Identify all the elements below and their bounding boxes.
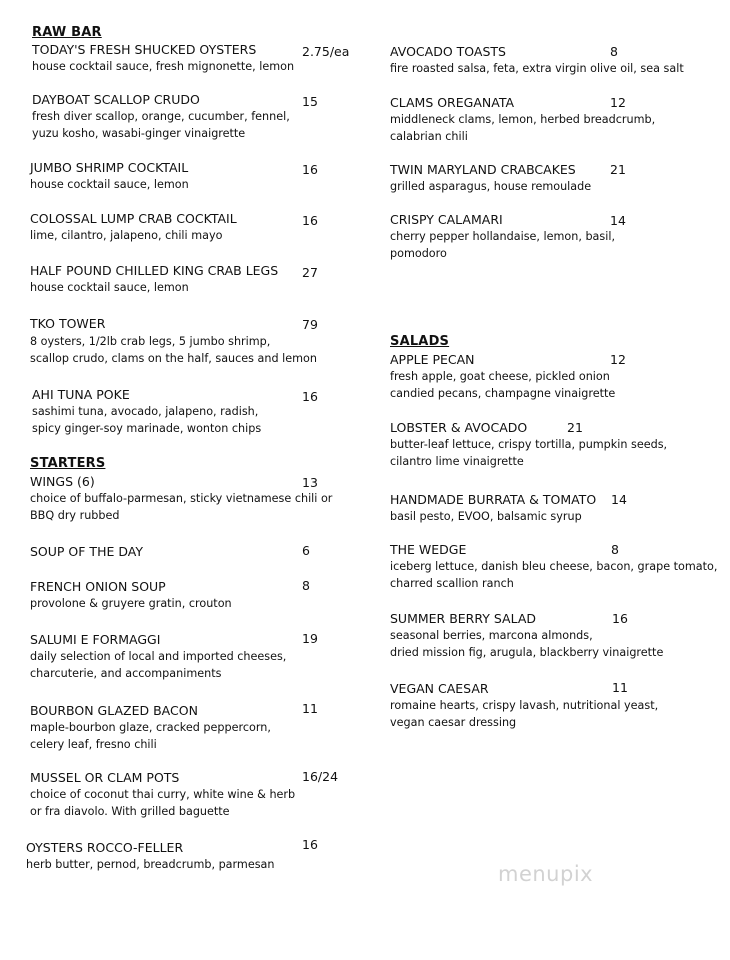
item-desc: 8 oysters, 1/2lb crab legs, 5 jumbo shrimp, <box>30 335 271 348</box>
menu-item <box>30 769 295 820</box>
item-price: 11 <box>302 701 318 716</box>
menu-item <box>30 543 143 560</box>
item-price: 16 <box>302 837 318 852</box>
item-price: 16/24 <box>302 769 339 784</box>
menu-item <box>30 159 189 193</box>
item-name: DAYBOAT SCALLOP CRUDO <box>32 92 200 107</box>
item-price: 27 <box>302 265 318 280</box>
item-desc: daily selection of local and imported cheeses, <box>30 650 287 663</box>
item-desc: house cocktail sauce, lemon <box>30 178 189 191</box>
item-desc: grilled asparagus, house remoulade <box>390 180 592 193</box>
item-name: TWIN MARYLAND CRABCAKES <box>390 162 576 177</box>
section-title-salads: SALADS <box>390 334 450 349</box>
menu-item <box>390 541 717 592</box>
menu-item <box>32 41 294 75</box>
menu-item <box>390 161 591 195</box>
item-desc: pomodoro <box>390 247 447 260</box>
item-desc: sashimi tuna, avocado, jalapeno, radish, <box>32 405 259 418</box>
item-desc: charcuterie, and accompaniments <box>30 667 222 680</box>
item-desc: cilantro lime vinaigrette <box>390 455 524 468</box>
item-desc: BBQ dry rubbed <box>30 509 120 522</box>
item-name: VEGAN CAESAR <box>390 681 489 696</box>
menu-item <box>30 210 237 244</box>
menu-item <box>390 491 596 525</box>
item-desc: house cocktail sauce, fresh mignonette, lemon <box>32 60 295 73</box>
item-desc: dried mission fig, arugula, blackberry vinaigrette <box>390 646 664 659</box>
item-desc: fresh diver scallop, orange, cucumber, fennel, <box>32 110 290 123</box>
menu-item <box>32 91 290 142</box>
item-desc: candied pecans, champagne vinaigrette <box>390 387 616 400</box>
menu-item <box>390 211 615 262</box>
menu-item <box>390 419 667 470</box>
item-desc: lime, cilantro, jalapeno, chili mayo <box>30 229 223 242</box>
menu-item <box>30 262 278 296</box>
item-desc: butter-leaf lettuce, crispy tortilla, pumpkin seeds, <box>390 438 668 451</box>
item-name: CRISPY CALAMARI <box>390 212 503 227</box>
watermark: menupix <box>498 862 594 886</box>
item-name: WINGS (6) <box>30 474 95 489</box>
item-desc: seasonal berries, marcona almonds, <box>390 629 593 642</box>
item-price: 12 <box>610 352 626 367</box>
item-price: 11 <box>612 680 628 695</box>
menu-item <box>30 631 286 682</box>
item-name: TODAY'S FRESH SHUCKED OYSTERS <box>32 42 257 57</box>
item-desc: spicy ginger-soy marinade, wonton chips <box>32 422 262 435</box>
item-price: 14 <box>610 213 626 228</box>
item-desc: herb butter, pernod, breadcrumb, parmesan <box>26 858 275 871</box>
item-name: APPLE PECAN <box>390 352 475 367</box>
item-name: AHI TUNA POKE <box>32 387 130 402</box>
item-price: 8 <box>610 44 618 59</box>
item-desc: basil pesto, EVOO, balsamic syrup <box>390 510 582 523</box>
item-desc: celery leaf, fresno chili <box>30 738 157 751</box>
item-desc: choice of coconut thai curry, white wine & herb <box>30 788 296 801</box>
item-desc: middleneck clams, lemon, herbed breadcrumb, <box>390 113 656 126</box>
item-name: BOURBON GLAZED BACON <box>30 703 198 718</box>
item-price: 16 <box>612 611 628 626</box>
item-desc: romaine hearts, crispy lavash, nutritional yeast, <box>390 699 659 712</box>
item-price: 21 <box>567 420 583 435</box>
item-name: OYSTERS ROCCO-FELLER <box>26 840 184 855</box>
item-name: SUMMER BERRY SALAD <box>390 611 537 626</box>
menu-item <box>30 473 332 524</box>
item-price: 12 <box>610 95 626 110</box>
item-price: 15 <box>302 94 318 109</box>
item-desc: maple-bourbon glaze, cracked peppercorn, <box>30 721 271 734</box>
item-name: FRENCH ONION SOUP <box>30 579 166 594</box>
item-name: JUMBO SHRIMP COCKTAIL <box>30 160 189 175</box>
section-title-raw-bar: RAW BAR <box>32 25 102 40</box>
menu-item <box>30 702 271 753</box>
item-price: 16 <box>302 389 318 404</box>
item-price: 14 <box>611 492 627 507</box>
item-name: HANDMADE BURRATA & TOMATO <box>390 492 597 507</box>
section-title-starters: STARTERS <box>30 456 106 471</box>
item-desc: cherry pepper hollandaise, lemon, basil, <box>390 230 616 243</box>
item-name: SALUMI E FORMAGGI <box>30 632 161 647</box>
item-desc: yuzu kosho, wasabi-ginger vinaigrette <box>32 127 246 140</box>
item-name: TKO TOWER <box>30 316 106 331</box>
item-desc: calabrian chili <box>390 130 468 143</box>
item-desc: provolone & gruyere gratin, crouton <box>30 597 232 610</box>
item-price: 13 <box>302 475 318 490</box>
item-name: SOUP OF THE DAY <box>30 544 143 559</box>
item-name: COLOSSAL LUMP CRAB COCKTAIL <box>30 211 237 226</box>
item-desc: house cocktail sauce, lemon <box>30 281 189 294</box>
item-desc: scallop crudo, clams on the half, sauces and lemon <box>30 352 317 365</box>
item-name: THE WEDGE <box>390 542 467 557</box>
item-desc: fresh apple, goat cheese, pickled onion <box>390 370 610 383</box>
item-price: 16 <box>302 213 318 228</box>
item-desc: charred scallion ranch <box>390 577 514 590</box>
menu-item <box>30 315 317 367</box>
item-price: 79 <box>302 317 318 332</box>
item-price: 19 <box>302 631 318 646</box>
menu-item <box>30 578 232 612</box>
item-price: 6 <box>302 543 310 558</box>
item-desc: fire roasted salsa, feta, extra virgin olive oil, sea salt <box>390 62 684 75</box>
menu-item <box>26 839 275 873</box>
item-desc: vegan caesar dressing <box>390 716 517 729</box>
item-name: LOBSTER & AVOCADO <box>390 420 528 435</box>
item-name: CLAMS OREGANATA <box>390 95 515 110</box>
item-name: MUSSEL OR CLAM POTS <box>30 770 180 785</box>
item-desc: iceberg lettuce, danish bleu cheese, bacon, grape tomato, <box>390 560 718 573</box>
item-price: 8 <box>302 578 310 593</box>
menu-item <box>390 43 684 77</box>
menu-item <box>32 386 261 437</box>
item-desc: or fra diavolo. With grilled baguette <box>30 805 230 818</box>
item-name: HALF POUND CHILLED KING CRAB LEGS <box>30 263 279 278</box>
item-price: 16 <box>302 162 318 177</box>
item-price: 21 <box>610 162 626 177</box>
item-price: 8 <box>611 542 619 557</box>
menu-item <box>390 351 615 402</box>
item-name: AVOCADO TOASTS <box>390 44 506 59</box>
item-price: 2.75/ea <box>302 44 350 59</box>
item-desc: choice of buffalo-parmesan, sticky vietnamese chili or <box>30 492 333 505</box>
